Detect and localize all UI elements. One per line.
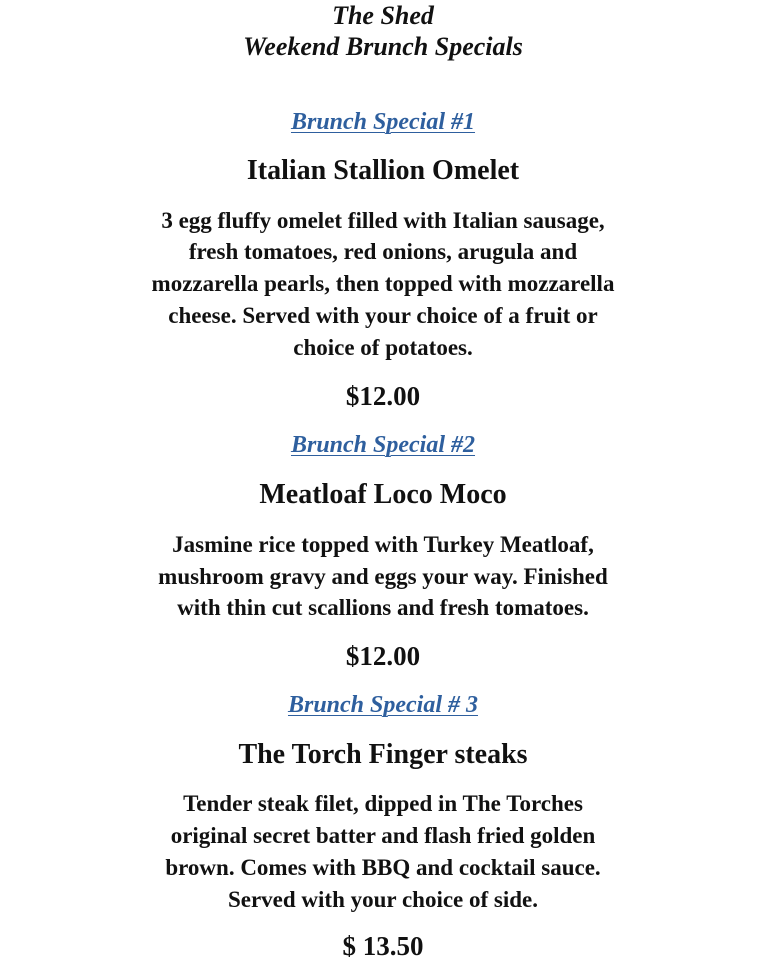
special-1-price: $12.00 <box>345 381 421 411</box>
special-3-description-line: brown. Comes with BBQ and cocktail sauce. <box>165 855 601 880</box>
special-1-description-line: fresh tomatoes, red onions, arugula and <box>188 239 578 264</box>
special-1-description-line: choice of potatoes. <box>293 335 473 360</box>
special-1-description-line: cheese. Served with your choice of a fruit or <box>168 303 598 328</box>
special-2-link[interactable]: Brunch Special #2 <box>290 432 476 458</box>
special-2-description-line: Jasmine rice topped with Turkey Meatloaf, <box>172 532 594 557</box>
special-2-description-line: mushroom gravy and eggs your way. Finished <box>158 564 608 589</box>
special-3-description-line: Served with your choice of side. <box>227 887 539 912</box>
special-3-name: The Torch Finger steaks <box>238 739 528 770</box>
special-1-name: Italian Stallion Omelet <box>246 155 520 186</box>
special-2-name: Meatloaf Loco Moco <box>259 479 507 510</box>
special-1-description-line: mozzarella pearls, then topped with mozzarella <box>151 271 615 296</box>
menu-subtitle: Weekend Brunch Specials <box>243 32 523 61</box>
special-1-link[interactable]: Brunch Special #1 <box>290 109 476 135</box>
special-3-price: $ 13.50 <box>342 931 424 961</box>
restaurant-name: The Shed <box>332 1 434 30</box>
special-1-description-line: 3 egg fluffy omelet filled with Italian sausage, <box>161 208 605 233</box>
special-3-link[interactable]: Brunch Special # 3 <box>287 692 479 718</box>
special-2-description-line: with thin cut scallions and fresh tomatoes. <box>177 595 589 620</box>
special-2-price: $12.00 <box>345 641 421 671</box>
special-3-description-line: original secret batter and flash fried golden <box>170 823 596 848</box>
special-3-description-line: Tender steak filet, dipped in The Torches <box>183 791 583 816</box>
